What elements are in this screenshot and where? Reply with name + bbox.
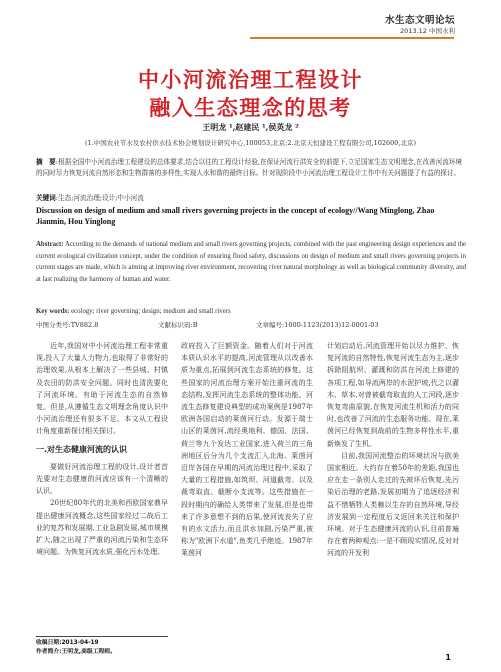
- affiliation: (1.中国农业节水及农村供水技术协会规划设计研究中心,100053,北京;2.北京天恒建设工程有限公司,102600,北京): [84, 139, 417, 147]
- english-title: Discussion on design of medium and small rivers governing projects in the concept of ecology//Wang Minglong, Zhao Jianmin, Hou Yinglong: [36, 206, 435, 226]
- author-note: 作者简介:王明龙,高级工程师。: [36, 649, 116, 655]
- received-date: 收稿日期:2013-04-19: [36, 640, 99, 646]
- clc-number: 中图分类号:TV882.8: [36, 321, 99, 329]
- abstract-cn-label: 摘 要: [36, 158, 56, 166]
- english-keywords-text: ecology; river governing; design; medium and small rivers: [69, 308, 231, 315]
- abstract-cn: [36, 157, 466, 179]
- paragraph: 计划启动后,河流管理开始以尽力维护、恢复河流的自然特性,恢复河流生态为主,逐步拆除阻航坝、灌溉和防洪在河流上修建的各项工程,如导流两岸的水泥护坡,代之以灌木、草本,对曾被截弯取直的人工河段,逐步恢复弯曲原貌,在恢复河流生机和活力的同时,也改善了河流的生态服务功能。现在,莱茵河已经恢复到战前的生物多样性水平,重新焕发了生机。: [327, 342, 459, 448]
- body-column-2: [181, 340, 313, 560]
- header-rule: [250, 37, 454, 39]
- footnote: [36, 639, 236, 657]
- english-keywords-label: Key words:: [36, 308, 70, 315]
- paragraph: 政府投入了巨额资金。随着人们对于河流本质认识水平的提高,河流管理从以改善水质为重点,拓展到河流生态系统的修复。这些国家的河流治理方案开始注重河流的生态结构,发挥河流生态系统的整体功能。河流生态修复建设典型的成功案例是1987年欧洲各国启动的莱茵河行动。发源于瑞士山区的莱茵河,流经奥地利、德国、法国、荷兰等九个发达工业国家,进入荷兰的三角洲地区后分为几个支流汇入北海。莱茵河沿岸各国在早期的河流治理过程中,采取了大量的工程措施,如筑坝、河道截弯、以及裁弯取直、截断小支流等。这些措施在一段时期内的确给人类带来了发展,但是也带来了许多意想不到的后果,使河流丧失了应有的水文活力,而且洪水加剧,污染严重,被称为"欧洲下水道",鱼类几乎绝迹。1987年莱茵河: [181, 342, 313, 558]
- article-number: 文章编号:1000-1123(2013)12-0001-03: [256, 321, 379, 329]
- article-title-line1: 中小河流治理工程设计: [138, 68, 363, 92]
- english-abstract: [36, 239, 466, 285]
- article-title-line2: 融入生态理念的思考: [149, 96, 352, 120]
- keywords-cn-text: :生态;河流治理;设计;中小河流: [55, 194, 144, 202]
- abstract-cn-text: :根据全国中小河流治理工程建设的总体要求,结合以往的工程设计经验,在保证河流行洪安全的前提下,立足国家生态文明理念,在改善河流环境的同时尽力恢复河流自然形态和生物群落的多样性,实现人水和谐的最终目标。针对现阶段中小河流治理工程设计工作中有关问题提了有益的探讨。: [36, 158, 463, 177]
- body-column-1: [36, 340, 168, 558]
- document-code: 文献标识码:B: [158, 321, 198, 329]
- english-keywords: [36, 308, 466, 315]
- keywords-cn: [36, 193, 466, 204]
- authors: 王明龙 ¹,赵建民 ¹,侯英龙 ²: [202, 122, 299, 132]
- page-number: 1: [445, 653, 451, 662]
- body-column-3: [327, 340, 459, 560]
- paragraph: 要做好河流治理工程的设计,设计者首先要对生态健康的河流应该有一个清晰的认识。: [36, 462, 168, 496]
- paragraph: 20世纪80年代的北美和西欧国家鼎早提出健康河流概念,这些国家经过二战后工业的复苏和发展期,工业急剧发展,城市规模扩大,随之出现了严重的河流污染和生态环境问题。为恢复河流水质,强化污水处理,: [36, 499, 168, 557]
- keywords-cn-label: 关键词: [36, 194, 56, 202]
- paragraph: 近年,我国对中小河流治理工程非常重视,投入了大量人力物力,也取得了非常好的治理效果,从根本上解决了一些县城、村镇及农田的防洪安全问题。同时也清洗要化了河流环境。有助于河流生态的自然修复。但是,从遵循生态文明理念角度认识中小河流治理还有很多不足。本文从工程设计角度重新探讨相关探讨。: [36, 342, 168, 436]
- paragraph: 目前,我国河流整治的环境状况与欧美国家相近。大约存在着50年的差距,我国也应在走一条别人走过的先被坏后恢复,先污染后治理的老路,发展初期为了追逐经济利益不惜牺牲人类赖以生存的自然环境,导经济发展到一定程度后又返回来关注和保护环境。对于生态健康河流的认识,目前普遍存在着两种观点:一是不顾现实情况,反对对河流的开发利: [327, 451, 459, 558]
- issue-info: 2013.12 中国水利: [400, 27, 455, 35]
- english-abstract-text: According to the demands of national medium and small rivers governing projects, combined with the past engineering design experiences and the current ecological civilization concept, under the condition of ensuring flood safety, discussions on design of medium and small rivers governing projects in current stages are made, which is aiming at improving river environment, recovering river natural morphology as well as biological community diversity, and at last realizing the harmony of human and water.: [36, 241, 466, 283]
- english-abstract-label: Abstract:: [36, 241, 64, 248]
- journal-column-name: 水生态文明论坛: [384, 15, 455, 26]
- footer-rule: [36, 636, 168, 637]
- section-heading: 一.对生态健康河流的认识: [36, 444, 128, 454]
